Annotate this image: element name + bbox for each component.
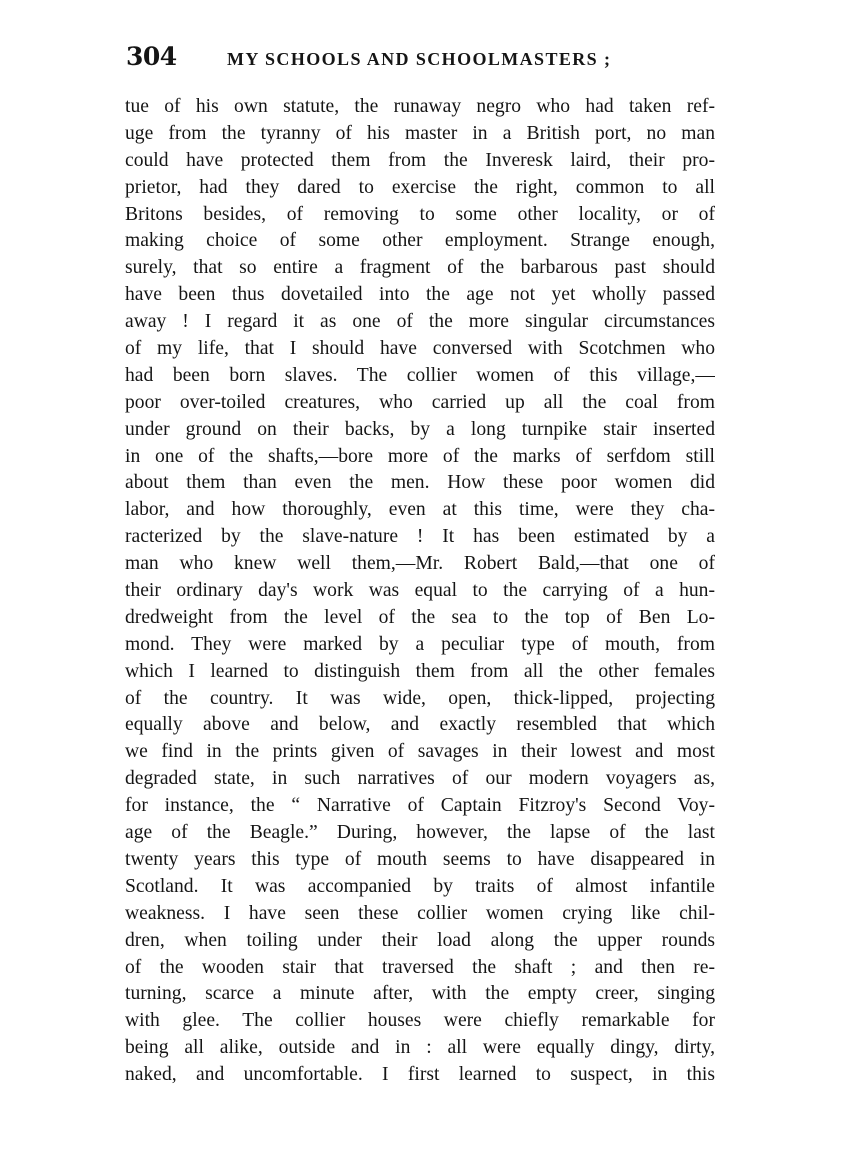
text-line: with glee. The collier houses were chiefly remarkable for: [125, 1010, 715, 1032]
body-text: [125, 94, 715, 1089]
text-line: dren, when toiling under their load along the upper rounds: [125, 929, 715, 951]
running-title: MY SCHOOLS AND SCHOOLMASTERS ;: [227, 49, 612, 69]
text-line: age of the Beagle.” During, however, the lapse of the last: [125, 822, 715, 844]
text-line: dredweight from the level of the sea to the top of Ben Lo-: [125, 606, 715, 628]
text-line: racterized by the slave-nature ! It has been estimated by a: [125, 526, 715, 548]
text-line: equally above and below, and exactly resembled that which: [125, 714, 715, 736]
text-line: their ordinary day's work was equal to the carrying of a hun-: [125, 580, 715, 602]
text-line: have been thus dovetailed into the age not yet wholly passed: [125, 284, 715, 306]
text-line: of the country. It was wide, open, thick-lipped, projecting: [125, 687, 715, 709]
text-line: poor over-toiled creatures, who carried up all the coal from: [125, 391, 715, 413]
text-line: turning, scarce a minute after, with the empty creer, singing: [125, 983, 715, 1005]
page-number: 304: [126, 42, 177, 71]
text-line: in one of the shafts,—bore more of the marks of serfdom still: [125, 445, 715, 467]
text-line: tue of his own statute, the runaway negro who had taken ref-: [125, 96, 715, 117]
text-line: prietor, had they dared to exercise the right, common to all: [125, 176, 715, 198]
text-line: of my life, that I should have conversed with Scotchmen who: [125, 338, 715, 360]
text-line: Britons besides, of removing to some other locality, or of: [125, 203, 715, 225]
text-line: being all alike, outside and in : all were equally dingy, dirty,: [125, 1037, 715, 1059]
text-line: twenty years this type of mouth seems to have disappeared in: [125, 848, 715, 870]
running-head: [126, 42, 716, 78]
text-line: surely, that so entire a fragment of the barbarous past should: [125, 257, 715, 279]
text-line: could have protected them from the Inveresk laird, their pro-: [125, 149, 715, 171]
text-line: under ground on their backs, by a long turnpike stair inserted: [125, 418, 715, 440]
text-line: mond. They were marked by a peculiar type of mouth, from: [125, 633, 715, 655]
text-line: about them than even the men. How these poor women did: [125, 472, 715, 494]
text-line: making choice of some other employment. Strange enough,: [125, 230, 715, 252]
text-line: labor, and how thoroughly, even at this time, were they cha-: [125, 499, 715, 521]
text-line: of the wooden stair that traversed the shaft ; and then re-: [125, 956, 715, 978]
text-line: weakness. I have seen these collier women crying like chil-: [125, 902, 715, 924]
text-line: naked, and uncomfortable. I first learned to suspect, in this: [125, 1064, 715, 1086]
text-line: we find in the prints given of savages in their lowest and most: [125, 741, 715, 763]
text-line: uge from the tyranny of his master in a British port, no man: [125, 122, 715, 144]
text-line: man who knew well them,—Mr. Robert Bald,—that one of: [125, 553, 715, 575]
text-line: degraded state, in such narratives of our modern voyagers as,: [125, 768, 715, 790]
text-line: had been born slaves. The collier women of this village,—: [125, 364, 715, 386]
text-line: Scotland. It was accompanied by traits of almost infantile: [125, 875, 715, 897]
text-line: away ! I regard it as one of the more singular circumstances: [125, 311, 715, 333]
text-line: which I learned to distinguish them from all the other females: [125, 660, 715, 682]
text-line: for instance, the “ Narrative of Captain Fitzroy's Second Voy-: [125, 795, 715, 817]
